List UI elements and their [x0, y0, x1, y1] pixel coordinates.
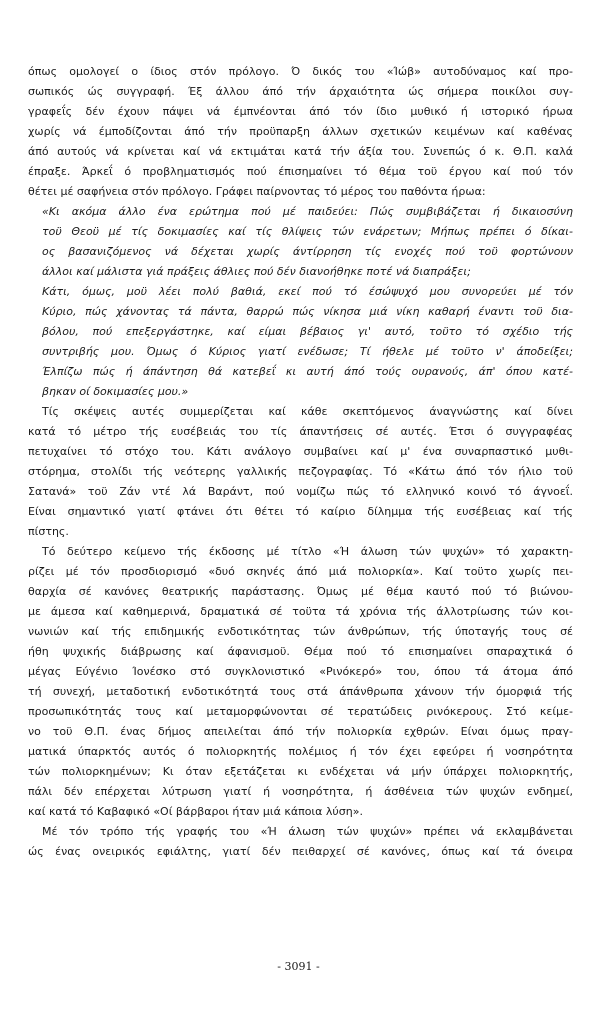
text-line: όπως ομολογεί ο ίδιος στόν πρόλογο. Ό δικός του «Ίώβ» αυτοδύναμος καί προ-	[28, 65, 573, 78]
text-line: Τό δεύτερο κείμενο τής έκδοσης μέ τίτλο «Ή άλωση τών ψυχών» τό χαρακτη-	[42, 545, 573, 558]
text-line: πάλι δέν επέρχεται λύτρωση γιατί ή νοσηρότητα, ή άσθένεια τών ψυχών ενδημεί,	[28, 785, 573, 798]
text-line: ματικά ύπαρκτός αυτός ό πολιορκητής πολέμιος ή τόν έχει εφεύρει ή νοσηρότητα	[28, 745, 573, 758]
text-line: ώς ένας ονειρικός εφιάλτης, γιατί δέν πειθαρχεί σέ κανόνες, όπως καί τά όνειρα	[28, 845, 573, 858]
text-line: Μέ τόν τρόπο τής γραφής του «Ή άλωση τών ψυχών» πρέπει νά εκλαμβάνεται	[42, 825, 573, 838]
text-line: κατά τό μέτρο τής ευσέβειάς του τίς άπαντήσεις σέ αυτές. Έτσι ό συγγραφέας	[28, 425, 573, 438]
text-line: τοϋ Θεοϋ μέ τίς δοκιμασίες καί τίς θλίψεις τών ενάρετων; Μήπως πρέπει ό δίκαι-	[42, 225, 573, 238]
text-line: Κύριο, πώς χάνοντας τά πάντα, θαρρώ πώς νίκησα μιά νίκη καθαρή έναντι τοϋ δια-	[42, 305, 573, 318]
text-line: έπραξε. Άρκεΐ ό προβληματισμός πού έπισημαίνει τό θέμα τοϋ έργου καί πού τόν	[28, 165, 573, 178]
text-line: άλλοι καί μάλιστα γιά πράξεις άθλιες πού δέν διανοήθηκε ποτέ νά διαπράξει;	[42, 265, 471, 278]
text-line: άπό αυτούς νά κρίνεται καί νά εκτιμάται κατά τήν άξία του. Συνεπώς ό κ. Θ.Π. καλά	[28, 145, 573, 158]
text-line: θέτει μέ σαφήνεια στόν πρόλογο. Γράφει παίρνοντας τό μέρος του παθόντα ήρωα:	[28, 185, 486, 198]
text-line: σωπικός ώς συγγραφή. Έξ άλλου άπό τήν άρχαιότητα ώς σήμερα ποικίλοι συγ-	[28, 85, 573, 98]
text-line: ρίζει μέ τόν προσδιορισμό «δυό σκηνές άπό μιά πολιορκία». Καί τοϋτο χωρίς πει-	[28, 565, 573, 578]
text-line: γραφεΐς δέν έχουν πάψει νά έμπνέονται άπό τόν ίδιο μυθικό ή ιστορικό ήρωα	[28, 105, 573, 118]
page-number: - 3091 -	[277, 960, 320, 973]
text-line: Κάτι, όμως, μοϋ λέει πολύ βαθιά, εκεί πού τό έσώψυχό μου συνορεύει μέ τόν	[42, 285, 573, 298]
text-line: καί κατά τό Καβαφικό «Οί βάρβαροι ήταν μιά κάποια λύση».	[28, 805, 363, 818]
text-line: Τίς σκέψεις αυτές συμμερίζεται καί κάθε σκεπτόμενος άναγνώστης καί δίνει	[42, 405, 573, 418]
text-line: προσωπικότητάς τους καί μεταμορφώνονται σέ τερατώδεις ρινόκερους. Στό κείμε-	[28, 705, 573, 718]
text-line: νο τοϋ Θ.Π. ένας δήμος απειλείται άπό τήν πολιορκία εχθρών. Είναι όμως πραγ-	[28, 725, 573, 738]
text-line: θαρχία σέ κανόνες θεατρικής παράστασης. Όμως μέ θέμα καυτό πού τό βιώνου-	[28, 585, 573, 598]
text-line: μέγας Εύγένιο Ίονέσκο στό συγκλονιστικό «Ρινόκερό» του, όπου τά άτομα άπό	[28, 665, 573, 678]
text-line: Έλπίζω πώς ή άπάντηση θά κατεβεΐ κι αυτή άπό τούς ουρανούς, άπ' όπου κατέ-	[42, 365, 573, 378]
text-line: Είναι σημαντικό γιατί φτάνει ότι θέτει τό καίριο δίλημμα τής ευσέβειας καί τής	[28, 505, 573, 518]
text-line: χωρίς νά έμποδίζονται άπό τήν προϋπαρξη άλλων σχετικών κειμένων καί καθένας	[28, 125, 573, 138]
text-line: τή συνεχή, μεταδοτική ενδοτικότητά τους στά άπάνθρωπα χάνουν τήν όμορφιά τής	[28, 685, 573, 698]
text-line: ος βασανιζόμενος νά δέχεται χωρίς άντίρρηση τίς ενοχές πού τοϋ φορτώνουν	[42, 245, 573, 258]
text-line: νωνιών καί τής επιδημικής ενδοτικότητας τών άνθρώπων, τής ύποταγής τους σέ	[28, 625, 573, 638]
text-line: «Κι ακόμα άλλο ένα ερώτημα πού μέ παιδεύει: Πώς συμβιβάζεται ή δικαιοσύνη	[42, 205, 573, 218]
text-line: βόλου, πού επεξεργάστηκε, καί είμαι βέβαιος γι' αυτό, τοϋτο τό σχέδιο τής	[42, 325, 573, 338]
text-line: πίστης.	[28, 525, 69, 538]
body-text	[28, 62, 573, 862]
text-line: πετυχαίνει τό στόχο του. Κάτι ανάλογο συμβαίνει καί μ' ένα συναρπαστικό μυθι-	[28, 445, 573, 458]
text-line: βηκαν οί δοκιμασίες μου.»	[42, 385, 189, 398]
text-line: στόρημα, στολίδι τής νεότερης γαλλικής πεζογραφίας. Τό «Κάτω άπό τόν ήλιο τοϋ	[28, 465, 573, 478]
text-line: ήθη ψυχικής διάβρωσης καί άφανισμοϋ. Θέμα πού τό επισημαίνει σπαραχτικά ό	[28, 645, 573, 658]
text-line: Σατανά» τοϋ Ζάν ντέ λά Βαράντ, πού νομίζω πώς τό ελληνικό κοινό τό άγνοεΐ.	[28, 485, 573, 498]
text-line: συντριβής μου. Όμως ό Κύριος γιατί ενέδωσε; Τί ήθελε μέ τοϋτο ν' άποδείξει;	[42, 345, 573, 358]
text-line: με άμεσα καί καθημερινά, δραματικά σέ τοϋτα τά χρόνια τής άλλοτρίωσης τών κοι-	[28, 605, 573, 618]
text-line: τών πολιορκημένων; Κι όταν εξετάζεται κι ενδέχεται νά μήν ύπάρχει πολιορκητής,	[28, 765, 573, 778]
